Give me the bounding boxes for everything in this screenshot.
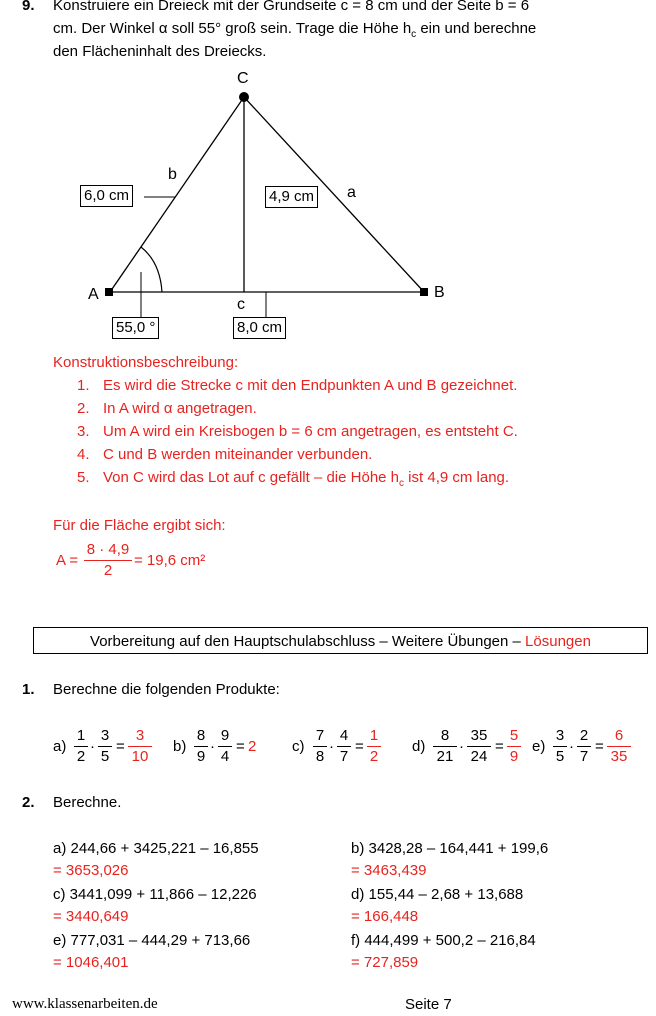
fraction-1: 3 5 (553, 727, 567, 766)
step-4: 4. C und B werden miteinander verbunden. (77, 446, 373, 463)
fraction-2: 9 4 (218, 727, 232, 766)
point-b (420, 288, 428, 296)
task2-number: 2. (22, 794, 35, 811)
calc-a: a) 244,66 + 3425,221 – 16,855 = 3653,026 (53, 840, 259, 879)
fraction-2: 35 24 (467, 727, 491, 766)
point-a (105, 288, 113, 296)
construction-steps (77, 377, 518, 492)
vertex-c-label: C (237, 70, 249, 87)
vertex-a-label: A (88, 286, 99, 303)
solutions-label: Lösungen (525, 633, 591, 650)
length-b-box: 6,0 cm (80, 185, 133, 207)
calc-f: f) 444,499 + 500,2 – 216,84 = 727,859 (351, 932, 536, 971)
task9-line1: Konstruiere ein Dreieck mit der Grundseite c = 8 cm und der Seite b = 6 (53, 0, 530, 14)
height-length-box: 4,9 cm (265, 186, 318, 208)
section-header: Vorbereitung auf den Hauptschulabschluss – Weitere Übungen – Lösungen (33, 627, 648, 654)
multiply-dot: · (90, 738, 95, 755)
length-c-box: 8,0 cm (233, 317, 286, 339)
calc-e: e) 777,031 – 444,29 + 713,66 = 1046,401 (53, 932, 251, 971)
calc-c: c) 3441,099 + 11,866 – 12,226 = 3440,649 (53, 886, 257, 925)
multiply-dot: · (569, 738, 574, 755)
area-title: Für die Fläche ergibt sich: (53, 517, 226, 534)
triangle-figure (0, 0, 656, 360)
task1-title: Berechne die folgenden Produkte: (53, 681, 280, 698)
fraction-2: 4 7 (337, 727, 351, 766)
calc-d: d) 155,44 – 2,68 + 13,688 = 166,448 (351, 886, 524, 925)
equals-sign: = (495, 738, 504, 755)
step-2: 2. In A wird α angetragen. (77, 400, 257, 417)
product-label: d) (412, 738, 426, 755)
result-fraction: 5 9 (507, 727, 521, 766)
vertex-b-label: B (434, 284, 445, 301)
side-c-label: c (237, 296, 245, 313)
fraction-2: 3 5 (98, 727, 112, 766)
fraction-1: 1 2 (74, 727, 88, 766)
task2-title: Berechne. (53, 794, 122, 811)
side-b-label: b (168, 166, 177, 183)
footer-page: Seite 7 (405, 996, 452, 1013)
result-fraction: 6 35 (607, 727, 631, 766)
angle-arc (141, 247, 162, 292)
area-fraction: 8 · 4,9 2 (84, 541, 132, 580)
fraction-1: 8 21 (433, 727, 457, 766)
product-label: b) (173, 738, 187, 755)
equals-sign: = (355, 738, 364, 755)
multiply-dot: · (210, 738, 215, 755)
result-fraction: 3 10 (128, 727, 152, 766)
construction-title: Konstruktionsbeschreibung: (53, 354, 239, 371)
equals-sign: = (595, 738, 604, 755)
task9-number: 9. (22, 0, 35, 14)
task1-number: 1. (22, 681, 35, 698)
area-result: = 19,6 cm² (134, 552, 206, 569)
product-label: c) (292, 738, 305, 755)
calc-b: b) 3428,28 – 164,441 + 199,6 = 3463,439 (351, 840, 549, 879)
product-label: e) (532, 738, 546, 755)
product-result: 2 (248, 738, 257, 755)
task9-line3: den Flächeninhalt des Dreiecks. (53, 43, 267, 60)
equals-sign: = (116, 738, 125, 755)
product-label: a) (53, 738, 67, 755)
step-3: 3. Um A wird ein Kreisbogen b = 6 cm angetragen, es entsteht C. (77, 423, 518, 440)
step-1: 1. Es wird die Strecke c mit den Endpunkten A und B gezeichnet. (77, 377, 518, 394)
fraction-1: 8 9 (194, 727, 208, 766)
side-a-label: a (347, 184, 356, 201)
point-c (239, 92, 249, 102)
alpha-symbol: α (163, 400, 173, 417)
task9-line2: cm. Der Winkel α soll 55° groß sein. Trage die Höhe $h_c$ ein und berechne (53, 20, 537, 40)
fraction-2: 2 7 (577, 727, 591, 766)
angle-box: 55,0 ° (112, 317, 159, 339)
footer-website: www.klassenarbeiten.de (12, 996, 158, 1012)
fraction-1: 7 8 (313, 727, 327, 766)
multiply-dot: · (329, 738, 334, 755)
alpha-symbol: α (158, 20, 168, 37)
step-5: 5. Von C wird das Lot auf c gefällt – die Höhe $h_c$ ist 4,9 cm lang. (77, 469, 510, 489)
area-lhs: A = (56, 552, 79, 569)
result-fraction: 1 2 (367, 727, 381, 766)
equals-sign: = (236, 738, 245, 755)
multiply-dot: · (459, 738, 464, 755)
